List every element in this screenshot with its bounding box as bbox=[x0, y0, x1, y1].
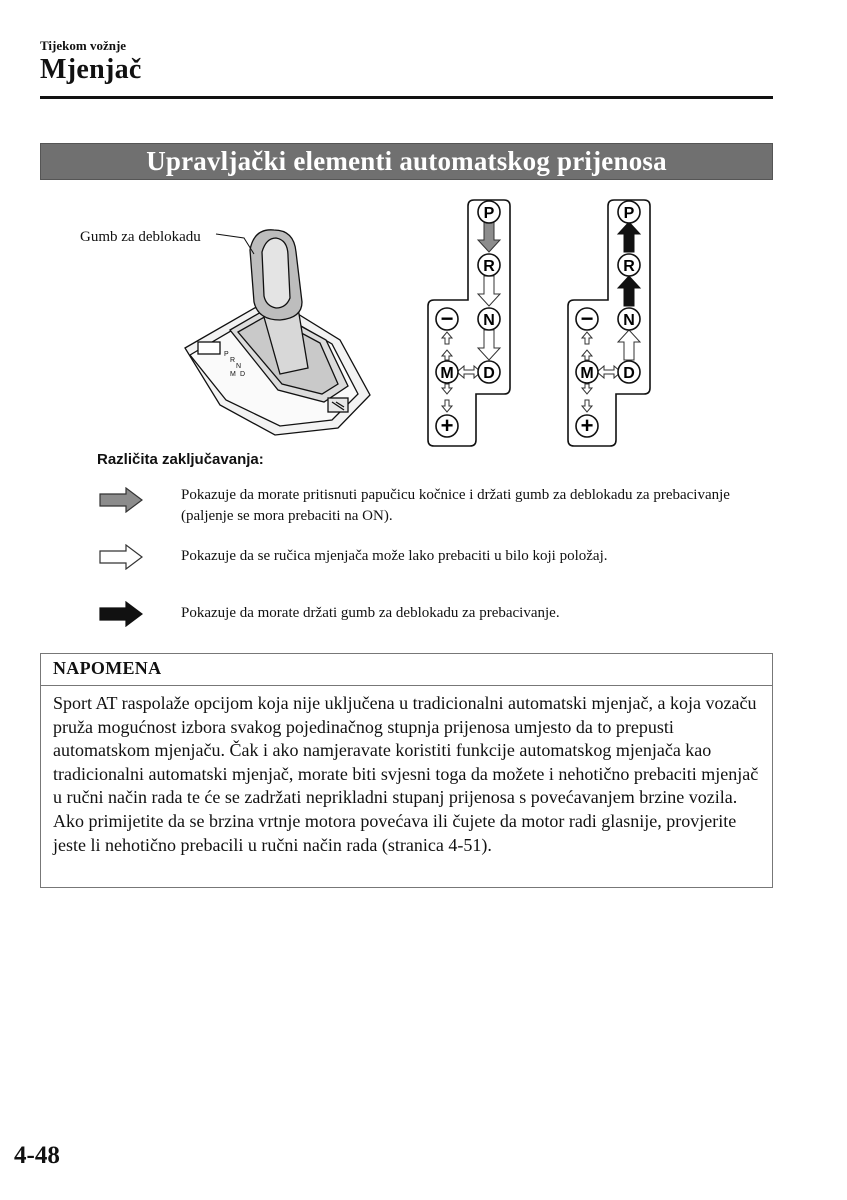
note-heading: NAPOMENA bbox=[41, 654, 772, 686]
shifter-illustration bbox=[185, 230, 370, 435]
gate-right-m: M bbox=[580, 365, 594, 382]
gray-arrow-icon bbox=[98, 487, 144, 513]
white-arrow-icon bbox=[98, 544, 144, 570]
svg-text:N: N bbox=[236, 363, 242, 370]
lock-description-free: Pokazuje da se ručica mjenjača može lako prebaciti u bilo koji položaj. bbox=[181, 548, 608, 564]
gate-diagram-right bbox=[568, 200, 650, 446]
gate-left-p: P bbox=[483, 205, 495, 222]
gate-right-minus: − bbox=[580, 306, 594, 331]
black-arrow-icon bbox=[98, 601, 144, 627]
svg-text:M: M bbox=[230, 371, 236, 378]
note-box bbox=[40, 653, 773, 888]
section-banner bbox=[40, 143, 773, 180]
gate-right-p: P bbox=[623, 205, 635, 222]
section-label: Tijekom vožnje bbox=[40, 38, 127, 53]
note-body: Sport AT raspolaže opcijom koja nije uključena u tradicionalni automatski mjenjač, a koja vozaču pruža mogućnost izbora svakog pojedinačnog stupnja prijenosa umjesto da to prepusti automatskom mjenjaču. Čak i ako namjeravate koristiti funkcije automatskog mjenjača kao tradicionalni automatski mjenjač, morate biti svjesni toga da možete i nehotično prebaciti mjenjač u ručni način rada te će se zadržati neprikladni stupanj prijenosa s povećavanjem brzine vozila. Ako primijetite da se brzina vrtnje motora povećava ili čujete da motor radi glasnije, provjerite jeste li nehotično prebacili u ručni način rada (stranica 4-51). bbox=[53, 693, 759, 855]
svg-text:R: R bbox=[230, 357, 236, 364]
gate-right-d: D bbox=[623, 365, 635, 382]
svg-text:P: P bbox=[224, 351, 229, 358]
gate-left-plus: + bbox=[440, 413, 454, 438]
release-button-callout: Gumb za deblokadu bbox=[80, 229, 201, 245]
gate-diagram-left bbox=[428, 200, 510, 446]
page-number: 4-48 bbox=[14, 1142, 60, 1169]
gate-left-n: N bbox=[483, 312, 495, 329]
gate-left-r: R bbox=[483, 258, 495, 275]
svg-text:D: D bbox=[240, 371, 246, 378]
lock-description-brake: Pokazuje da morate pritisnuti papučicu kočnice i držati gumb za deblokadu za prebacivanje (paljenje se mora prebaciti na ON). bbox=[181, 487, 730, 524]
gate-left-minus: − bbox=[440, 306, 454, 331]
gate-left-d: D bbox=[483, 365, 495, 382]
gate-right-n: N bbox=[623, 312, 635, 329]
title-rule bbox=[40, 96, 773, 99]
gate-right-r: R bbox=[623, 258, 635, 275]
banner-title: Upravljački elementi automatskog prijenosa bbox=[146, 146, 667, 176]
lock-description-button: Pokazuje da morate držati gumb za deblokadu za prebacivanje. bbox=[181, 605, 560, 621]
chapter-title: Mjenjač bbox=[40, 54, 142, 85]
gate-left-m: M bbox=[440, 365, 454, 382]
gate-right-plus: + bbox=[580, 413, 594, 438]
locks-heading: Različita zaključavanja: bbox=[97, 451, 264, 468]
